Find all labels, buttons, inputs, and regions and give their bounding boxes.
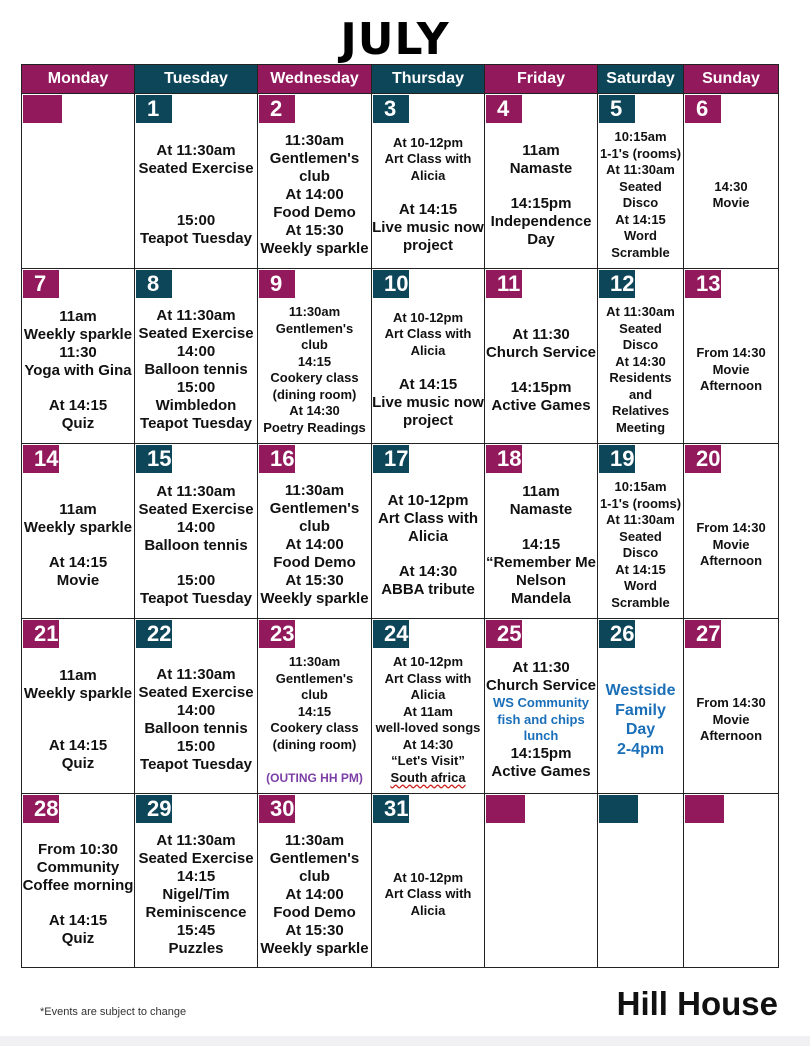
- event-line: Teapot Tuesday: [140, 230, 252, 247]
- day-events: [485, 474, 597, 616]
- event-line: Movie: [712, 195, 750, 210]
- event-line: Namaste: [509, 500, 573, 518]
- day-cell-10: [372, 269, 485, 444]
- day-events: [372, 299, 484, 441]
- event-line: Alicia: [410, 342, 446, 358]
- event-line: 15:00: [176, 379, 216, 396]
- event-line: Active Games: [491, 762, 591, 780]
- event-line: Balloon tennis: [144, 536, 248, 554]
- day-number: [599, 795, 638, 823]
- event-line: Residents: [609, 370, 672, 385]
- event-line: At 10-12pm: [392, 654, 464, 669]
- event-line: 14:15: [521, 535, 561, 553]
- event-line: 10:15am: [614, 129, 667, 144]
- event-line: Seated: [619, 178, 662, 194]
- day-cell-8: [135, 269, 258, 444]
- event-line: Teapot Tuesday: [140, 589, 252, 607]
- event-line: At 15:30: [285, 572, 344, 589]
- day-events: [684, 649, 778, 791]
- weekday-header-friday: Friday: [485, 65, 598, 94]
- event-line: fish and chips: [497, 711, 585, 727]
- event-line: Quiz: [61, 930, 95, 947]
- event-line: Afternoon: [699, 378, 763, 394]
- event-line: 14:15: [297, 353, 332, 369]
- day-cell-19: [598, 444, 684, 619]
- event-line: 11:30am: [284, 831, 345, 849]
- event-line: At 14:15: [48, 912, 108, 929]
- event-line: 11am: [522, 141, 560, 159]
- day-cell-6: [684, 94, 779, 269]
- day-events: [372, 474, 484, 616]
- event-line: club: [299, 518, 330, 535]
- event-line: Food Demo: [273, 554, 356, 571]
- day-cell-20: [684, 444, 779, 619]
- day-events: [135, 824, 257, 965]
- event-line: club: [301, 337, 328, 352]
- event-line: Teapot Tuesday: [140, 756, 252, 773]
- day-number: 1: [136, 95, 172, 123]
- day-number: 29: [136, 795, 172, 823]
- event-line: (OUTING HH PM): [266, 771, 363, 785]
- event-line: At 14:00: [285, 186, 344, 203]
- event-line: 11:30: [59, 343, 97, 361]
- day-events: [258, 824, 371, 965]
- event-line: Food Demo: [273, 903, 356, 921]
- event-line: At 14:30: [402, 736, 454, 752]
- event-line: Word: [624, 228, 657, 243]
- event-line: Art Class with: [384, 670, 472, 686]
- day-number: 19: [599, 445, 635, 473]
- day-cell-22: [135, 619, 258, 794]
- event-line: 11:30am: [288, 304, 341, 319]
- event-line: Disco: [622, 195, 659, 210]
- month-title: JULY: [340, 14, 450, 65]
- event-line: Movie: [712, 536, 750, 552]
- day-events: [22, 824, 134, 965]
- event-line: Church Service: [485, 677, 597, 695]
- event-line: Gentlemen's: [269, 849, 360, 867]
- event-line: Gentlemen's: [275, 670, 354, 686]
- day-events: [135, 474, 257, 616]
- day-cell-2: [258, 94, 372, 269]
- day-number: 17: [373, 445, 409, 473]
- event-line: Coffee morning: [22, 877, 134, 894]
- event-line: At 14:30: [289, 403, 340, 418]
- event-line: At 15:30: [285, 921, 344, 939]
- event-line: Alicia: [407, 527, 449, 545]
- event-line: Relatives: [611, 403, 670, 418]
- event-line: club: [299, 867, 330, 885]
- event-line: Weekly sparkle: [23, 685, 133, 702]
- event-line: Cookery class: [270, 720, 359, 735]
- day-number: 6: [685, 95, 721, 123]
- day-cell-17: [372, 444, 485, 619]
- event-line: At 10-12pm: [392, 309, 464, 325]
- event-line: At 10-12pm: [392, 134, 464, 150]
- day-cell-31: [372, 794, 485, 968]
- event-line: Mandela: [510, 589, 571, 607]
- day-number: 2: [259, 95, 295, 123]
- day-cell-26: [598, 619, 684, 794]
- event-line: Seated Exercise: [138, 684, 254, 701]
- weekday-header-saturday: Saturday: [598, 65, 684, 94]
- event-line: 14:15pm: [510, 378, 572, 396]
- event-line: WS Community: [492, 695, 590, 711]
- event-line: project: [402, 237, 453, 255]
- event-line: 11:30am: [284, 482, 345, 499]
- empty-day-cell: [684, 794, 779, 968]
- event-line: 11am: [59, 307, 97, 325]
- event-line: Gentlemen's: [269, 500, 360, 517]
- event-line: At 14:15: [48, 396, 108, 414]
- event-line: At 11:30am: [156, 142, 236, 159]
- event-line: Day: [527, 230, 555, 248]
- event-line: Family: [615, 701, 666, 719]
- day-number: [23, 95, 62, 123]
- day-cell-14: [22, 444, 135, 619]
- event-line: 14:00: [176, 518, 216, 536]
- event-line: Nigel/Tim: [162, 885, 230, 903]
- day-events: [372, 824, 484, 965]
- event-line: club: [301, 687, 328, 702]
- event-line: 10:15am: [614, 479, 667, 494]
- event-line: At 11:30: [512, 325, 570, 343]
- event-line: At 11:30am: [606, 512, 675, 527]
- event-line: 11:30am: [284, 132, 345, 149]
- event-line: At 14:15: [398, 376, 458, 394]
- event-line: Weekly sparkle: [23, 325, 133, 343]
- event-line: Seated Exercise: [138, 849, 254, 867]
- day-events: [258, 649, 371, 791]
- event-line: At 10-12pm: [387, 491, 469, 509]
- day-number: 22: [136, 620, 172, 648]
- day-number: [486, 795, 525, 823]
- event-line: Alicia: [410, 167, 446, 183]
- day-cell-16: [258, 444, 372, 619]
- day-events: [135, 649, 257, 791]
- event-line: ABBA tribute: [381, 580, 475, 598]
- day-number: 11: [486, 270, 522, 298]
- day-cell-1: [135, 94, 258, 269]
- event-line: 11am: [59, 667, 97, 684]
- event-line: Church Service: [485, 343, 597, 361]
- event-line: 15:00: [176, 738, 216, 755]
- footnote: *Events are subject to change: [40, 1006, 187, 1018]
- event-line: At 11am: [403, 703, 453, 719]
- day-number: 25: [486, 620, 522, 648]
- event-line: At 11:30am: [156, 307, 236, 324]
- event-line: Afternoon: [699, 553, 763, 569]
- day-cell-29: [135, 794, 258, 968]
- event-line: From 10:30: [37, 841, 119, 858]
- event-line: Cookery class: [270, 370, 359, 385]
- day-events: [684, 299, 778, 441]
- day-number: 20: [685, 445, 721, 473]
- event-line: Art Class with: [384, 151, 472, 167]
- day-cell-24: [372, 619, 485, 794]
- event-line: South africa: [390, 769, 466, 785]
- event-line: Seated Exercise: [138, 160, 254, 177]
- day-number: [685, 795, 724, 823]
- event-line: Active Games: [491, 396, 591, 414]
- event-line: Live music now: [372, 394, 484, 412]
- event-line: Wimbledon: [155, 397, 237, 414]
- event-line: Quiz: [61, 414, 95, 432]
- day-cell-25: [485, 619, 598, 794]
- day-events: [598, 649, 683, 791]
- event-line: Art Class with: [384, 326, 472, 342]
- day-number: 9: [259, 270, 295, 298]
- event-line: Weekly sparkle: [260, 240, 369, 257]
- event-line: At 11:30am: [606, 162, 675, 177]
- event-line: club: [299, 168, 330, 185]
- event-line: At 14:15: [615, 561, 666, 577]
- weekday-header-sunday: Sunday: [684, 65, 779, 94]
- event-line: well-loved songs: [375, 720, 481, 735]
- event-line: Word: [624, 578, 657, 593]
- event-line: At 11:30am: [156, 666, 236, 683]
- event-line: Balloon tennis: [144, 361, 248, 378]
- event-line: Seated: [619, 320, 662, 336]
- event-line: At 11:30am: [156, 482, 236, 500]
- day-cell-18: [485, 444, 598, 619]
- event-line: 11:30am: [288, 654, 341, 669]
- event-line: Teapot Tuesday: [140, 415, 252, 432]
- weekday-header-thursday: Thursday: [372, 65, 485, 94]
- empty-day-cell: [22, 94, 135, 269]
- day-number: 14: [23, 445, 59, 473]
- day-events: [258, 124, 371, 266]
- day-number: 15: [136, 445, 172, 473]
- event-line: At 11:30am: [606, 304, 675, 319]
- event-line: Scramble: [611, 244, 670, 260]
- event-line: “Remember Me: [485, 553, 597, 571]
- event-line: Weekly sparkle: [260, 590, 369, 607]
- day-number: 21: [23, 620, 59, 648]
- event-line: Weekly sparkle: [260, 939, 369, 957]
- event-line: From 14:30: [696, 520, 766, 536]
- event-line: At 14:00: [285, 885, 344, 903]
- event-line: At 14:15: [48, 737, 108, 754]
- event-line: Disco: [622, 337, 659, 352]
- empty-day-cell: [485, 794, 598, 968]
- day-number: 16: [259, 445, 295, 473]
- day-number: 28: [23, 795, 59, 823]
- event-line: Namaste: [509, 159, 573, 177]
- day-cell-23: [258, 619, 372, 794]
- event-line: Seated Exercise: [138, 325, 254, 342]
- event-line: Weekly sparkle: [23, 518, 133, 536]
- day-events: [22, 299, 134, 441]
- event-line: At 14:15: [615, 211, 666, 227]
- day-number: 18: [486, 445, 522, 473]
- event-line: At 14:15: [398, 201, 458, 219]
- event-line: Food Demo: [273, 204, 356, 221]
- day-number: 7: [23, 270, 59, 298]
- day-number: 12: [599, 270, 635, 298]
- day-events: [684, 474, 778, 616]
- event-line: 14:00: [176, 702, 216, 719]
- event-line: Puzzles: [168, 939, 224, 957]
- event-line: Art Class with: [384, 886, 472, 902]
- calendar-grid: [21, 64, 779, 968]
- day-number: 23: [259, 620, 295, 648]
- event-line: 14:15pm: [510, 744, 572, 762]
- day-events: [684, 124, 778, 266]
- event-line: At 14:00: [285, 536, 344, 553]
- event-line: Live music now: [372, 219, 484, 237]
- day-events: [485, 299, 597, 441]
- event-line: 1-1's (rooms): [599, 145, 682, 161]
- event-line: Balloon tennis: [144, 720, 248, 737]
- event-line: Seated Exercise: [138, 500, 254, 518]
- weekday-header-wednesday: Wednesday: [258, 65, 372, 94]
- event-line: Disco: [622, 545, 659, 560]
- event-line: and: [628, 386, 653, 402]
- event-line: From 14:30: [696, 695, 766, 711]
- event-line: Day: [625, 721, 656, 738]
- event-line: (dining room): [272, 736, 357, 752]
- event-line: 14:15pm: [510, 194, 572, 212]
- event-line: (dining room): [272, 386, 357, 402]
- day-events: [22, 474, 134, 616]
- day-cell-15: [135, 444, 258, 619]
- day-cell-4: [485, 94, 598, 269]
- event-line: 15:00: [176, 212, 216, 229]
- event-line: Gentlemen's: [275, 320, 354, 336]
- day-number: 26: [599, 620, 635, 648]
- event-line: Westside: [605, 682, 676, 699]
- event-line: Scramble: [611, 594, 670, 610]
- event-line: lunch: [523, 728, 559, 744]
- event-line: Yoga with Gina: [24, 361, 132, 379]
- event-line: Afternoon: [699, 728, 763, 744]
- event-line: Nelson: [515, 571, 566, 589]
- day-number: 27: [685, 620, 721, 648]
- day-number: 24: [373, 620, 409, 648]
- day-cell-11: [485, 269, 598, 444]
- event-line: project: [402, 412, 453, 430]
- day-number: 3: [373, 95, 409, 123]
- day-events: [372, 649, 484, 791]
- day-cell-27: [684, 619, 779, 794]
- event-line: At 14:30: [398, 562, 458, 580]
- event-line: Meeting: [615, 419, 666, 435]
- event-line: Independence: [490, 212, 592, 230]
- event-line: At 10-12pm: [392, 869, 464, 885]
- day-number: 4: [486, 95, 522, 123]
- day-events: [598, 299, 683, 441]
- event-line: Movie: [712, 361, 750, 377]
- day-cell-13: [684, 269, 779, 444]
- day-events: [258, 474, 371, 616]
- day-events: [135, 299, 257, 441]
- day-number: 13: [685, 270, 721, 298]
- event-line: Movie: [56, 571, 100, 589]
- day-events: [485, 124, 597, 266]
- day-cell-28: [22, 794, 135, 968]
- event-line: At 11:30am: [156, 831, 236, 849]
- day-events: [22, 649, 134, 791]
- day-events: [135, 124, 257, 266]
- day-cell-30: [258, 794, 372, 968]
- event-line: At 14:15: [48, 553, 108, 571]
- day-events: [598, 124, 683, 266]
- event-line: From 14:30: [696, 345, 766, 361]
- event-line: 1-1's (rooms): [599, 495, 682, 511]
- event-line: Gentlemen's: [269, 150, 360, 167]
- day-cell-9: [258, 269, 372, 444]
- event-line: 2-4pm: [616, 740, 665, 758]
- event-line: Alicia: [410, 687, 446, 702]
- event-line: Seated: [619, 528, 662, 544]
- event-line: Art Class with: [377, 509, 479, 527]
- day-number: 10: [373, 270, 409, 298]
- day-number: 8: [136, 270, 172, 298]
- event-line: 14:15: [297, 703, 332, 719]
- event-line: 15:00: [176, 571, 216, 589]
- event-line: Poetry Readings: [263, 419, 366, 435]
- day-cell-12: [598, 269, 684, 444]
- day-cell-3: [372, 94, 485, 269]
- event-line: At 14:30: [615, 353, 666, 369]
- event-line: Movie: [712, 711, 750, 727]
- event-line: Reminiscence: [145, 903, 247, 921]
- day-number: 5: [599, 95, 635, 123]
- day-number: 31: [373, 795, 409, 823]
- event-line: 11am: [522, 482, 560, 500]
- event-line: Quiz: [61, 755, 95, 772]
- day-events: [258, 299, 371, 441]
- day-events: [598, 474, 683, 616]
- day-cell-7: [22, 269, 135, 444]
- event-line: 14:30: [714, 178, 748, 194]
- day-number: 30: [259, 795, 295, 823]
- weekday-header-tuesday: Tuesday: [135, 65, 258, 94]
- event-line: At 11:30: [512, 659, 570, 677]
- event-line: 14:15: [176, 867, 216, 885]
- day-cell-21: [22, 619, 135, 794]
- day-events: [485, 649, 597, 791]
- event-line: 11am: [59, 500, 97, 518]
- day-cell-5: [598, 94, 684, 269]
- day-events: [372, 124, 484, 266]
- event-line: Alicia: [410, 902, 446, 918]
- event-line: “Let's Visit”: [391, 753, 465, 768]
- page-bottom-strip: [0, 1036, 810, 1046]
- brand-logo-text: Hill House: [616, 985, 778, 1022]
- event-line: At 15:30: [285, 222, 344, 239]
- empty-day-cell: [598, 794, 684, 968]
- event-line: Community: [36, 859, 120, 876]
- event-line: 14:00: [176, 343, 216, 360]
- weekday-header-monday: Monday: [22, 65, 135, 94]
- event-line: 15:45: [176, 921, 216, 939]
